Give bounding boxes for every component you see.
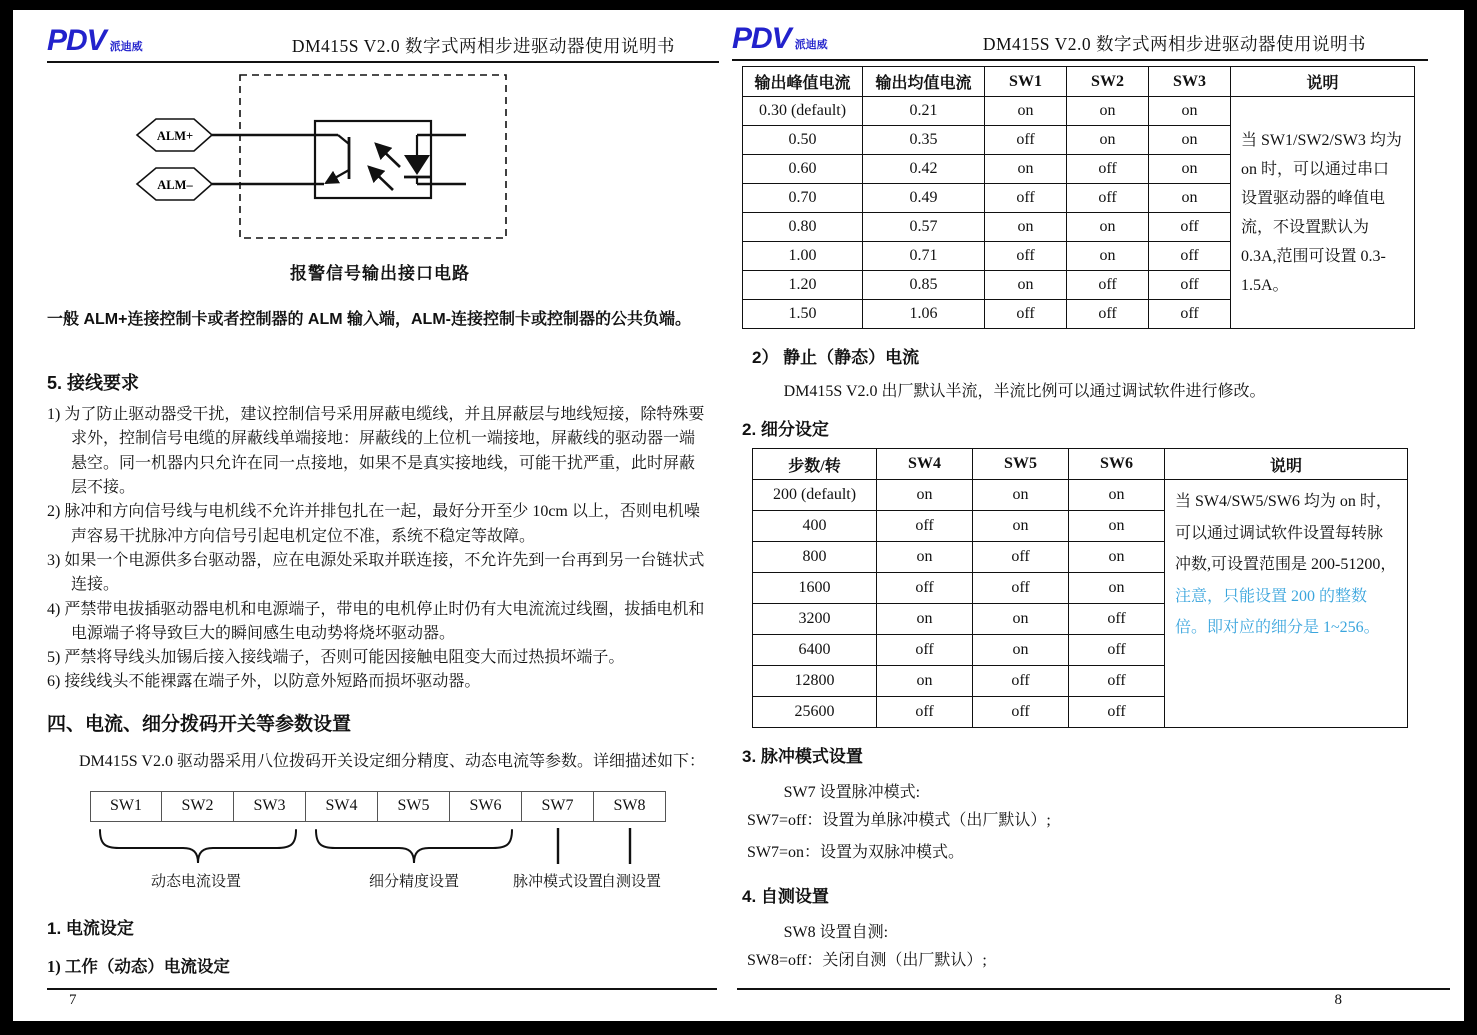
table-cell: off [1149, 300, 1231, 329]
table-cell: off [1067, 184, 1149, 213]
footer-divider [737, 988, 1450, 990]
table-cell: on [1149, 184, 1231, 213]
column-header: SW2 [1067, 67, 1149, 97]
pdv-logo [732, 24, 828, 58]
table-cell: on [1069, 573, 1165, 604]
table-cell: on [985, 97, 1067, 126]
alm-minus-label: ALM– [157, 178, 193, 192]
table-cell: off [985, 126, 1067, 155]
self-test-intro: SW8 设置自测: [783, 923, 889, 941]
table-note-text: 当 SW4/SW5/SW6 均为 on 时，可以通过调试软件设置每转脉冲数,可设置范围是 200-51200， [1175, 493, 1397, 573]
table-cell: 1.06 [863, 300, 985, 329]
dashed-boundary-box [240, 75, 506, 238]
table-cell: 0.50 [743, 126, 863, 155]
table-cell: on [877, 604, 973, 635]
table-cell: off [1069, 666, 1165, 697]
table-cell: off [985, 300, 1067, 329]
switch-cell-sw2: SW2 [162, 791, 234, 822]
table-cell: 1.50 [743, 300, 863, 329]
column-header: SW1 [985, 67, 1067, 97]
table-cell: on [973, 635, 1069, 666]
column-header: SW4 [877, 449, 973, 480]
table-cell: off [1067, 155, 1149, 184]
table-note [1165, 480, 1408, 728]
alarm-circuit-diagram [90, 71, 670, 284]
brace-graphic [90, 822, 668, 870]
table-cell: on [1067, 126, 1149, 155]
page-header [47, 26, 719, 63]
subdivision-table [752, 448, 1408, 728]
dynamic-current-brace [100, 830, 296, 863]
table-cell: on [877, 542, 973, 573]
diagram-caption: 报警信号输出接口电路 [290, 264, 470, 283]
table-cell: on [1067, 97, 1149, 126]
table-cell: off [1067, 271, 1149, 300]
table-cell: on [1149, 126, 1231, 155]
page-number: 8 [1334, 992, 1342, 1008]
table-cell: 0.49 [863, 184, 985, 213]
table-cell: 0.42 [863, 155, 985, 184]
table-cell: off [1069, 697, 1165, 728]
table-cell: 0.80 [743, 213, 863, 242]
table-cell: off [973, 573, 1069, 604]
wiring-item-3: 3) 如果一个电源供多台驱动器，应在电源处采取并联连接，不允许先到一台再到另一台链状式连接。 [47, 551, 705, 594]
page-7 [13, 10, 721, 1021]
sw8-off-line: SW8=off：关闭自测（出厂默认）; [747, 951, 987, 969]
column-header: SW5 [973, 449, 1069, 480]
table-cell: on [1149, 155, 1231, 184]
pdv-logo-subtext: 派迪威 [794, 39, 828, 51]
dynamic-current-label: 动态电流设置 [150, 873, 242, 890]
table-cell: 0.70 [743, 184, 863, 213]
wiring-item-1: 1) 为了防止驱动器受干扰，建议控制信号采用屏蔽电缆线，并且屏蔽层与地线短接，除特殊要求外，控制信号电缆的屏蔽线单端接地：屏蔽线的上位机一端接地，屏蔽线的驱动器一端悬空。同一机器内只允许在同一点接地，如果不是真实接地线，可能干扰严重，此时屏蔽层不接。 [47, 406, 705, 496]
table-cell: 0.30 (default) [743, 97, 863, 126]
table-cell: off [973, 666, 1069, 697]
table-cell: on [1069, 511, 1165, 542]
column-header: 说明 [1231, 67, 1415, 97]
table-cell: 0.60 [743, 155, 863, 184]
dynamic-current-subheading: 1) 工作（动态）电流设定 [47, 956, 230, 976]
table-cell: on [1069, 480, 1165, 511]
switch-group-labels [90, 870, 668, 892]
table-cell: off [877, 635, 973, 666]
pdv-logo-text: PDV [47, 24, 106, 57]
table-cell: on [1069, 542, 1165, 573]
switch-cell-sw1: SW1 [90, 791, 162, 822]
table-header-row [753, 449, 1408, 480]
table-cell: on [973, 480, 1069, 511]
switch-cell-sw4: SW4 [306, 791, 378, 822]
page-footer [737, 988, 1450, 1009]
peak-current-table [742, 66, 1415, 329]
page-number: 7 [69, 992, 77, 1008]
table-cell: 200 (default) [753, 480, 877, 511]
wiring-requirements-list [47, 403, 707, 695]
switch-cell-sw5: SW5 [378, 791, 450, 822]
self-test-heading: 4. 自测设置 [742, 886, 829, 906]
table-cell: 3200 [753, 604, 877, 635]
table-cell: off [973, 542, 1069, 573]
self-test-label: 自测设置 [600, 873, 662, 890]
static-current-body: DM415S V2.0 出厂默认半流，半流比例可以通过调试软件进行修改。 [783, 383, 1266, 400]
table-cell: 400 [753, 511, 877, 542]
phototransistor-symbol [326, 135, 349, 183]
table-cell: off [1067, 300, 1149, 329]
wiring-requirements-heading: 5. 接线要求 [47, 373, 140, 393]
pdv-logo-text: PDV [732, 22, 791, 55]
column-header: 输出峰值电流 [743, 67, 863, 97]
wiring-item-2: 2) 脉冲和方向信号线与电机线不允许并排包扎在一起，最好分开至少 10cm 以上，否则电机噪声容易干扰脉冲方向信号引起电机定位不准，系统不稳定等故障。 [47, 503, 700, 545]
table-cell: on [1067, 242, 1149, 271]
switch-cell-sw6: SW6 [450, 791, 522, 822]
dip-switch-row [90, 791, 668, 822]
dip-switch-diagram [90, 791, 668, 892]
table-cell: on [877, 480, 973, 511]
table-cell: off [973, 697, 1069, 728]
current-setting-heading: 1. 电流设定 [47, 918, 134, 938]
table-cell: on [1067, 213, 1149, 242]
table-row [753, 480, 1408, 511]
table-cell: 1600 [753, 573, 877, 604]
table-cell: off [877, 697, 973, 728]
subdivision-brace [316, 830, 512, 863]
wiring-item-5: 5) 严禁将导线头加锡后接入接线端子，否则可能因接触电阻变大而过热损坏端子。 [47, 649, 625, 667]
table-cell: on [877, 666, 973, 697]
column-header: 说明 [1165, 449, 1408, 480]
table-cell: 1.20 [743, 271, 863, 300]
column-header: 输出均值电流 [863, 67, 985, 97]
subdivision-heading: 2. 细分设定 [742, 420, 829, 439]
sw7-on-line: SW7=on：设置为双脉冲模式。 [747, 843, 965, 861]
table-cell: on [973, 604, 1069, 635]
table-cell: 800 [753, 542, 877, 573]
document-title: DM415S V2.0 数字式两相步进驱动器使用说明书 [982, 34, 1366, 54]
document-title: DM415S V2.0 数字式两相步进驱动器使用说明书 [291, 36, 675, 56]
params-intro: DM415S V2.0 驱动器采用八位拨码开关设定细分精度、动态电流等参数。详细描述如下： [79, 752, 705, 770]
subdivision-label: 细分精度设置 [368, 873, 460, 890]
pdv-logo [47, 26, 143, 60]
table-cell: 0.85 [863, 271, 985, 300]
document-sheet [13, 10, 1464, 1021]
table-cell: off [1149, 213, 1231, 242]
table-cell: off [1149, 271, 1231, 300]
table-cell: 12800 [753, 666, 877, 697]
table-cell: off [1069, 604, 1165, 635]
table-cell: off [985, 184, 1067, 213]
table-row [743, 97, 1415, 126]
table-note-text: 当 SW1/SW2/SW3 均为 on 时，可以通过串口设置驱动器的峰值电流，不设置默认为 0.3A,范围可设置 0.3-1.5A。 [1241, 131, 1402, 294]
pulse-mode-heading: 3. 脉冲模式设置 [742, 747, 863, 766]
switch-cell-sw7: SW7 [522, 791, 594, 822]
table-note-highlight: 注意，只能设置 200 的整数倍。即对应的细分是 1~256。 [1175, 587, 1380, 636]
sw7-off-line: SW7=off：设置为单脉冲模式（出厂默认）; [747, 812, 1051, 829]
footer-divider [47, 988, 717, 990]
pdv-logo-subtext: 派迪威 [109, 41, 143, 53]
table-cell: 0.57 [863, 213, 985, 242]
switch-cell-sw3: SW3 [234, 791, 306, 822]
column-header: SW6 [1069, 449, 1165, 480]
page-header [732, 24, 1428, 61]
table-cell: off [877, 511, 973, 542]
table-cell: 6400 [753, 635, 877, 666]
pulse-mode-label: 脉冲模式设置 [512, 873, 604, 890]
static-current-heading: 2） 静止（静态）电流 [752, 348, 920, 367]
pulse-mode-intro: SW7 设置脉冲模式: [783, 784, 921, 801]
alarm-circuit-svg [90, 71, 670, 246]
table-cell: on [985, 271, 1067, 300]
alm-connection-note: 一般 ALM+连接控制卡或者控制器的 ALM 输入端，ALM-连接控制卡或控制器的公共负端。 [47, 311, 691, 328]
table-cell: off [1149, 242, 1231, 271]
page-footer [47, 988, 717, 1009]
table-cell: 0.21 [863, 97, 985, 126]
column-header: SW3 [1149, 67, 1231, 97]
table-cell: off [1069, 635, 1165, 666]
light-arrows [369, 144, 400, 190]
table-cell: 1.00 [743, 242, 863, 271]
table-cell: 0.71 [863, 242, 985, 271]
page-8 [721, 10, 1464, 1021]
table-note [1231, 97, 1415, 329]
table-cell: on [1149, 97, 1231, 126]
wiring-item-6: 6) 接线线头不能裸露在端子外，以防意外短路而损坏驱动器。 [47, 673, 481, 691]
column-header: 步数/转 [753, 449, 877, 480]
table-cell: on [985, 213, 1067, 242]
led-diode-symbol [404, 135, 430, 184]
table-cell: on [973, 511, 1069, 542]
wiring-item-4: 4) 严禁带电拔插驱动器电机和电源端子，带电的电机停止时仍有大电流流过线圈，拔插电机和电源端子将导致巨大的瞬间感生电动势将烧坏驱动器。 [47, 600, 705, 642]
table-header-row [743, 67, 1415, 97]
switch-cell-sw8: SW8 [594, 791, 666, 822]
table-cell: on [985, 155, 1067, 184]
table-cell: off [877, 573, 973, 604]
table-cell: 25600 [753, 697, 877, 728]
params-section-heading: 四、电流、细分拨码开关等参数设置 [47, 713, 352, 735]
table-cell: off [985, 242, 1067, 271]
alm-plus-label: ALM+ [156, 129, 194, 143]
table-cell: 0.35 [863, 126, 985, 155]
